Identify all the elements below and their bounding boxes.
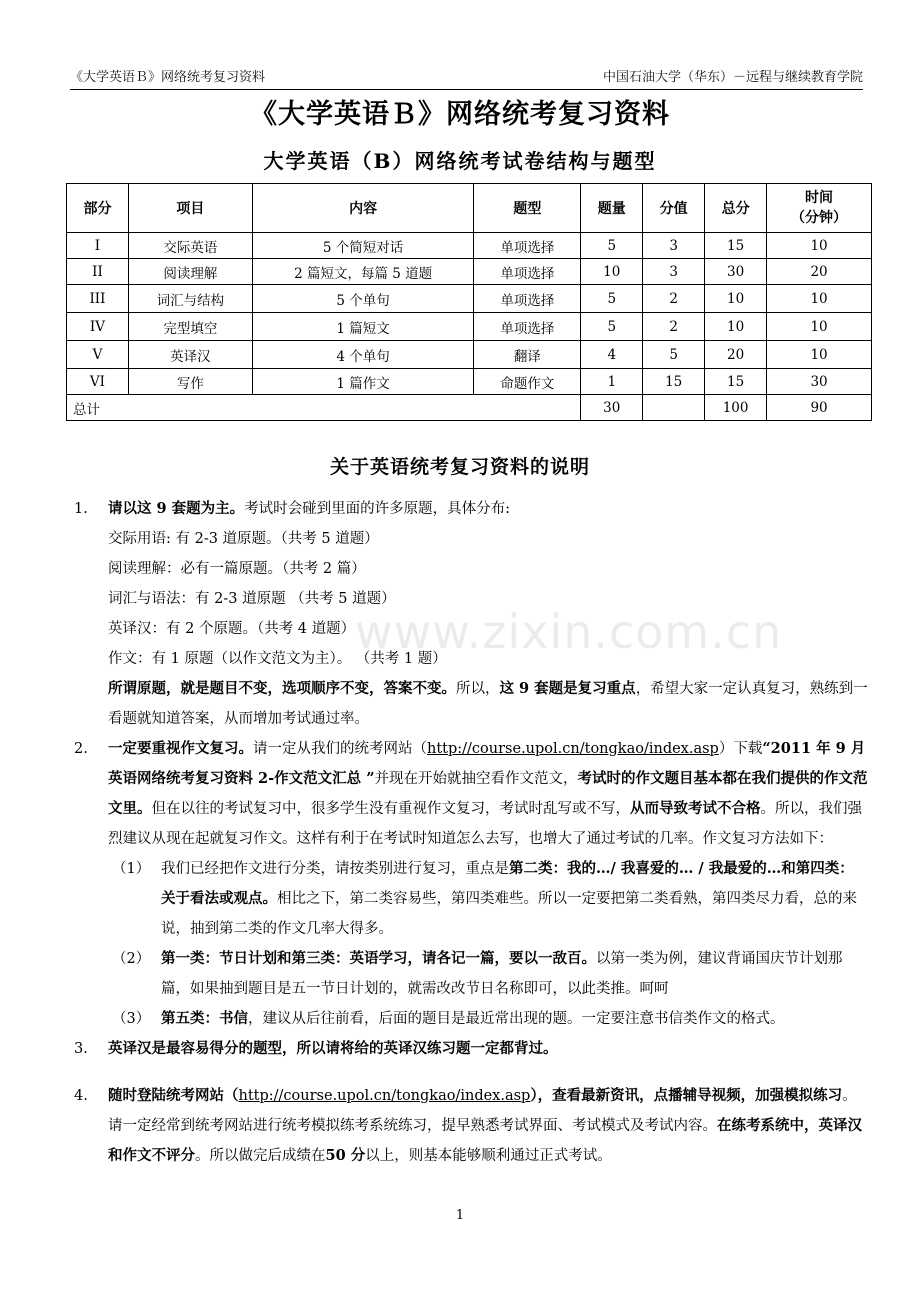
table-cell: 单项选择 [474, 233, 581, 259]
text: ）下载 [718, 741, 763, 757]
total-label: 总计 [67, 395, 581, 421]
bold-text: 英译汉是最容易得分的题型，所以请将给的英译汉练习题一定都背过。 [108, 1040, 558, 1057]
table-cell: 4 [581, 341, 643, 369]
table-cell: 翻译 [474, 341, 581, 369]
table-cell: 15 [705, 233, 767, 259]
list-item [70, 734, 868, 1034]
table-cell: 2 篇短文，每篇 5 道题 [252, 259, 474, 285]
table-cell: 15 [643, 369, 705, 395]
watermark: www.zixin.com.cn [355, 605, 783, 659]
col-header: 部分 [67, 184, 129, 233]
sub-item-number: （2） [112, 951, 151, 967]
table-cell: 5 [643, 341, 705, 369]
bold-text: 这 9 套题是复习重点 [499, 680, 636, 697]
table-cell: 20 [767, 259, 872, 285]
table-cell: 30 [581, 395, 643, 421]
text: 但在以往的考试复习中，很多学生没有重视作文复习，考试时乱写或不写， [151, 801, 630, 817]
col-header-time-line1: 时间 [805, 190, 834, 206]
table-cell: 15 [705, 369, 767, 395]
col-header: 分值 [643, 184, 705, 233]
table-cell [643, 395, 705, 421]
table-row [67, 233, 872, 259]
bold-text: 从而导致考试不合格 [630, 800, 761, 817]
text: 。所以做完后成绩在 [195, 1148, 326, 1164]
website-link[interactable]: http://course.upol.cn/tongkao/index.asp [427, 741, 719, 757]
text: 请一定从我们的统考网站（ [253, 741, 427, 757]
text: 并现在开始就抽空看作文范文， [374, 771, 578, 787]
text: 。请一定经常到统考网站进行统考模拟练考系统练习，提早熟悉考试界面、考试模式及考试内容。 [108, 1088, 857, 1134]
table-cell: 单项选择 [474, 259, 581, 285]
section-title: 关于英语统考复习资料的说明 [329, 456, 590, 478]
table-row [67, 313, 872, 341]
bold-text: “2011 年 9 月英语网络统考复习资料 2-作文范文汇总 ” [108, 740, 866, 787]
text: ，希望大家一定认真复习，熟练到一看题就知道答案，从而增加考试通过率。 [108, 681, 868, 727]
table-cell: 100 [705, 395, 767, 421]
table-cell: 阅读理解 [128, 259, 252, 285]
bold-text: 一定要重视作文复习。 [108, 740, 253, 757]
table-cell: 1 篇作文 [252, 369, 474, 395]
table-title: 大学英语（B）网络统考试卷结构与题型 [263, 149, 657, 173]
text: ，建议从后往前看，后面的题目是最近常出现的题。一定要注意书信类作文的格式。 [248, 1011, 785, 1027]
table-cell: 词汇与结构 [128, 285, 252, 313]
table-cell: 4 个单句 [252, 341, 474, 369]
text: 。所以，我们强烈建议从现在起就复习作文。这样有利于在考试时知道怎么去写，也增大了通过考试的几率。作文复习方法如下： [108, 801, 862, 847]
notes-content [70, 494, 868, 1171]
table-row [67, 259, 872, 285]
website-link[interactable]: http://course.upol.cn/tongkao/index.asp [238, 1088, 531, 1104]
table-cell: 写作 [128, 369, 252, 395]
item-number: 2. [74, 741, 88, 757]
document-title: 《大学英语Ｂ》网络统考复习资料 [250, 99, 670, 130]
item-line: 作文：有 1 原题（以作文范文为主）。 （共考 1 题） [108, 651, 447, 667]
col-header: 题型 [474, 184, 581, 233]
sub-item [108, 1004, 868, 1034]
list-item [70, 1034, 868, 1064]
item-line: 阅读理解：必有一篇原题。（共考 2 篇） [108, 561, 366, 577]
table-cell: 3 [643, 259, 705, 285]
table-row [67, 341, 872, 369]
page-header [70, 66, 863, 90]
table-cell: 5 [581, 285, 643, 313]
col-header: 内容 [252, 184, 474, 233]
text: 以上，则基本能够顺利通过正式考试。 [365, 1148, 612, 1164]
table-cell: 10 [767, 233, 872, 259]
bold-text: 第一类：节日计划和第三类：英语学习，请各记一篇，要以一敌百。 [161, 950, 596, 967]
table-cell: 2 [643, 313, 705, 341]
item-line: 词汇与语法：有 2-3 道原题 （共考 5 道题） [108, 591, 396, 607]
table-header-row [67, 184, 872, 233]
table-cell: III [67, 285, 129, 313]
page-number: 1 [455, 1208, 465, 1223]
table-cell: 5 个简短对话 [252, 233, 474, 259]
item-number: 3. [74, 1041, 88, 1057]
table-cell: 完型填空 [128, 313, 252, 341]
table-cell: 2 [643, 285, 705, 313]
table-cell: 单项选择 [474, 313, 581, 341]
item-number: 1. [74, 501, 88, 517]
col-header: 总分 [705, 184, 767, 233]
table-cell: 20 [705, 341, 767, 369]
table-cell: 命题作文 [474, 369, 581, 395]
table-cell: 10 [705, 313, 767, 341]
text: 我们已经把作文进行分类，请按类别进行复习，重点是 [161, 861, 509, 877]
table-cell: 英译汉 [128, 341, 252, 369]
table-row [67, 369, 872, 395]
table-cell: 3 [643, 233, 705, 259]
bold-text: 50 分 [325, 1147, 366, 1164]
bold-text: 第二类：我的…/ 我喜爱的… / 我最爱的…和第四类：关于看法或观点。 [161, 860, 854, 907]
table-cell: 5 [581, 313, 643, 341]
header-left: 《大学英语Ｂ》网络统考复习资料 [70, 70, 266, 85]
text: 相比之下，第二类容易些，第四类难些。所以一定要把第二类看熟，第四类尽力看，总的来说，抽到第二类的作文几率大得多。 [161, 891, 857, 937]
table-cell: 交际英语 [128, 233, 252, 259]
sub-item-number: （1） [112, 861, 151, 877]
table-cell: I [67, 233, 129, 259]
table-total-row [67, 395, 872, 421]
table-cell: 10 [705, 285, 767, 313]
table-cell: 5 [581, 233, 643, 259]
item-line: 英译汉：有 2 个原题。（共考 4 道题） [108, 621, 356, 637]
bold-text: 考试时的作文题目基本都在我们提供的作文范文里。 [108, 770, 868, 817]
item-lead: 请以这 9 套题为主。 [108, 500, 245, 517]
sub-item [108, 944, 868, 1004]
table-cell: II [67, 259, 129, 285]
bold-text: 第五类：书信 [161, 1010, 248, 1027]
bold-text: 随时登陆统考网站（ [108, 1087, 239, 1104]
table-cell: V [67, 341, 129, 369]
table-cell: VI [67, 369, 129, 395]
table-cell: 30 [705, 259, 767, 285]
item-number: 4. [74, 1088, 88, 1104]
table-cell: 1 篇短文 [252, 313, 474, 341]
exam-structure-table [66, 183, 872, 421]
table-cell: 10 [581, 259, 643, 285]
item-paragraph [108, 674, 868, 734]
header-right: 中国石油大学（华东）－远程与继续教育学院 [602, 70, 863, 85]
table-cell: 10 [767, 285, 872, 313]
sub-item [108, 854, 868, 944]
table-cell: IV [67, 313, 129, 341]
col-header: 项目 [128, 184, 252, 233]
table-cell: 单项选择 [474, 285, 581, 313]
bold-text: 在练考系统中，英译汉和作文不评分 [108, 1117, 862, 1164]
table-cell: 5 个单句 [252, 285, 474, 313]
table-cell: 1 [581, 369, 643, 395]
table-row [67, 285, 872, 313]
col-header: 题量 [581, 184, 643, 233]
col-header-time [767, 184, 872, 233]
table-cell: 10 [767, 313, 872, 341]
col-header-time-line2: （分钟） [791, 210, 848, 226]
item-line: 交际用语: 有 2-3 道原题。（共考 5 道题） [108, 531, 379, 547]
text: 所以， [456, 681, 500, 697]
item-text: 考试时会碰到里面的许多原题，具体分布: [244, 501, 511, 517]
table-cell: 10 [767, 341, 872, 369]
list-item [70, 1081, 868, 1171]
table-cell: 30 [767, 369, 872, 395]
text: 以第一类为例，建议背诵国庆节计划那篇，如果抽到题目是五一节日计划的，就需改改节日名称即可，以此类推。呵呵 [161, 951, 843, 997]
sub-item-number: （3） [112, 1011, 151, 1027]
bold-text: 所谓原题，就是题目不变，选项顺序不变，答案不变。 [108, 680, 456, 697]
bold-text: ），查看最新资讯，点播辅导视频，加强模拟练习 [530, 1087, 843, 1104]
table-cell: 90 [767, 395, 872, 421]
